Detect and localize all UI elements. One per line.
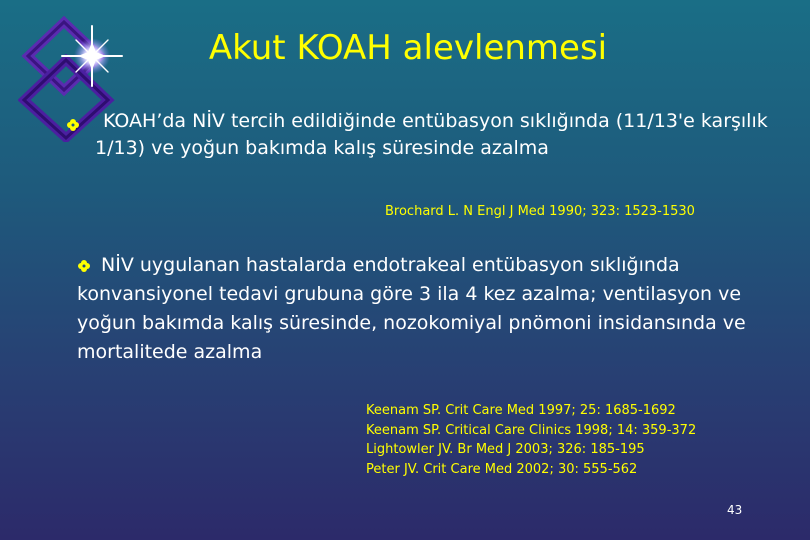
diamond-bullet-icon [66, 118, 80, 132]
reference-citation: Brochard L. N Engl J Med 1990; 323: 1523-1530 [385, 204, 695, 219]
reference-item: Lightowler JV. Br Med J 2003; 326: 185-195 [366, 442, 645, 457]
bullet-text-2: NİV uygulanan hastalarda endotrakeal entübasyon sıklığında konvansiyonel tedavi grubuna göre 3 ila 4 kez azalma; ventilasyon ve yoğun bakımda kalış süresinde, nozokomiyal pnömoni insidansında ve mortalitede azalma [77, 254, 746, 363]
reference-list [366, 401, 696, 479]
reference-item: Keenam SP. Crit Care Med 1997; 25: 1685-1692 [366, 403, 676, 418]
bullet-text-1: KOAH’da NİV tercih edildiğinde entübasyon sıklığında (11/13'e karşılık 1/13) ve yoğun bakımda kalış süresinde azalma [95, 110, 768, 159]
page-number: 43 [727, 503, 743, 517]
slide-title: Akut KOAH alevlenmesi [208, 28, 608, 68]
reference-item: Peter JV. Crit Care Med 2002; 30: 555-562 [366, 461, 638, 477]
reference-item: Keenam SP. Critical Care Clinics 1998; 14: 359-372 [366, 422, 697, 438]
